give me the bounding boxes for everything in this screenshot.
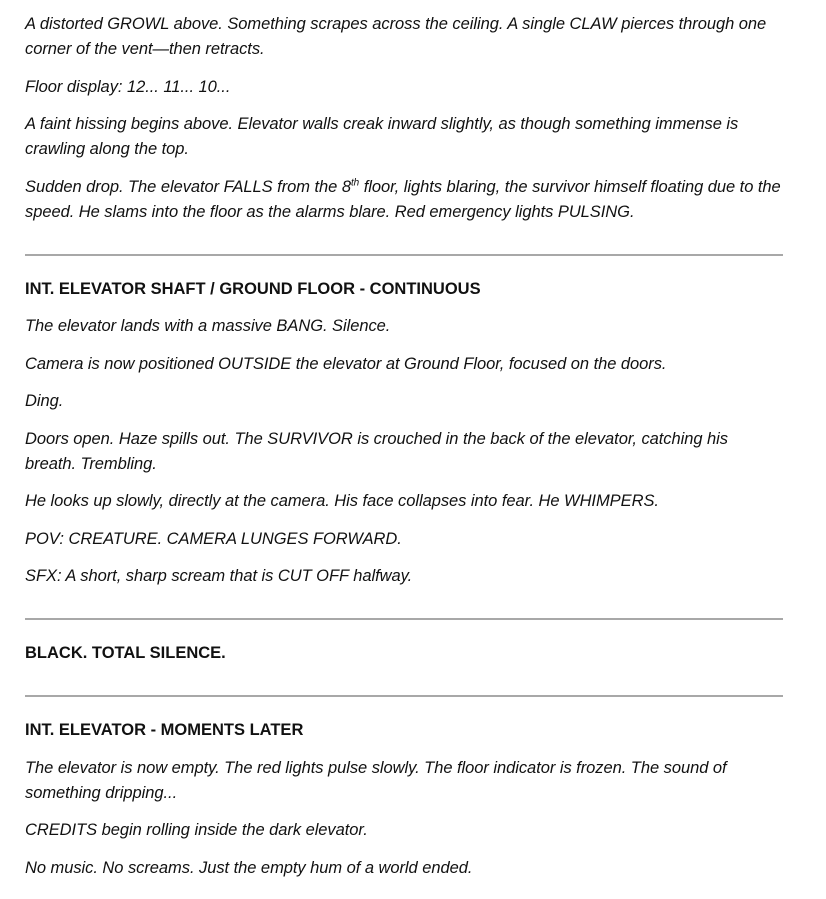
- script-document: [25, 12, 783, 893]
- scene-divider: [25, 618, 783, 620]
- action-floor-display: Floor display: 12... 11... 10...: [25, 77, 231, 96]
- scene-heading-black: BLACK. TOTAL SILENCE.: [25, 644, 226, 662]
- scene-heading-moments-later: INT. ELEVATOR - MOMENTS LATER: [25, 721, 304, 739]
- action-growl: A distorted GROWL above. Something scrapes across the ceiling. A single CLAW pierces through one corner of the vent—then retracts.: [25, 15, 767, 58]
- action-camera-outside: Camera is now positioned OUTSIDE the elevator at Ground Floor, focused on the doors.: [25, 354, 667, 373]
- action-credits: CREDITS begin rolling inside the dark elevator.: [25, 821, 368, 839]
- sudden-drop-text-start: Sudden drop. The elevator FALLS from the 8: [25, 177, 351, 196]
- action-ding: Ding.: [25, 392, 64, 410]
- action-sfx-scream: SFX: A short, sharp scream that is CUT OFF halfway.: [25, 567, 413, 585]
- action-elevator-empty: The elevator is now empty. The red lights pulse slowly. The floor indicator is frozen. The sound of something dripping...: [25, 758, 727, 802]
- action-elevator-lands: The elevator lands with a massive BANG. Silence.: [25, 317, 391, 335]
- action-pov-creature: POV: CREATURE. CAMERA LUNGES FORWARD.: [25, 529, 402, 548]
- scene-heading-elevator-shaft: INT. ELEVATOR SHAFT / GROUND FLOOR - CONTINUOUS: [25, 279, 481, 298]
- scene-divider: [25, 695, 783, 697]
- action-hissing: A faint hissing begins above. Elevator walls creak inward slightly, as though something immense is crawling along the top.: [25, 115, 739, 158]
- action-doors-open: Doors open. Haze spills out. The SURVIVOR is crouched in the back of the elevator, catching his breath. Trembling.: [25, 429, 728, 473]
- action-looks-up: He looks up slowly, directly at the camera. His face collapses into fear. He WHIMPERS.: [25, 492, 659, 510]
- action-sudden-drop: [25, 175, 783, 225]
- ordinal-suffix: th: [350, 177, 360, 188]
- scene-divider: [25, 254, 783, 256]
- action-no-music: No music. No screams. Just the empty hum of a world ended.: [25, 858, 473, 877]
- sudden-drop-text-end: floor, lights blaring, the survivor himself floating due to the speed. He slams into the floor as the alarms blare. Red emergency lights PULSING.: [25, 177, 781, 221]
